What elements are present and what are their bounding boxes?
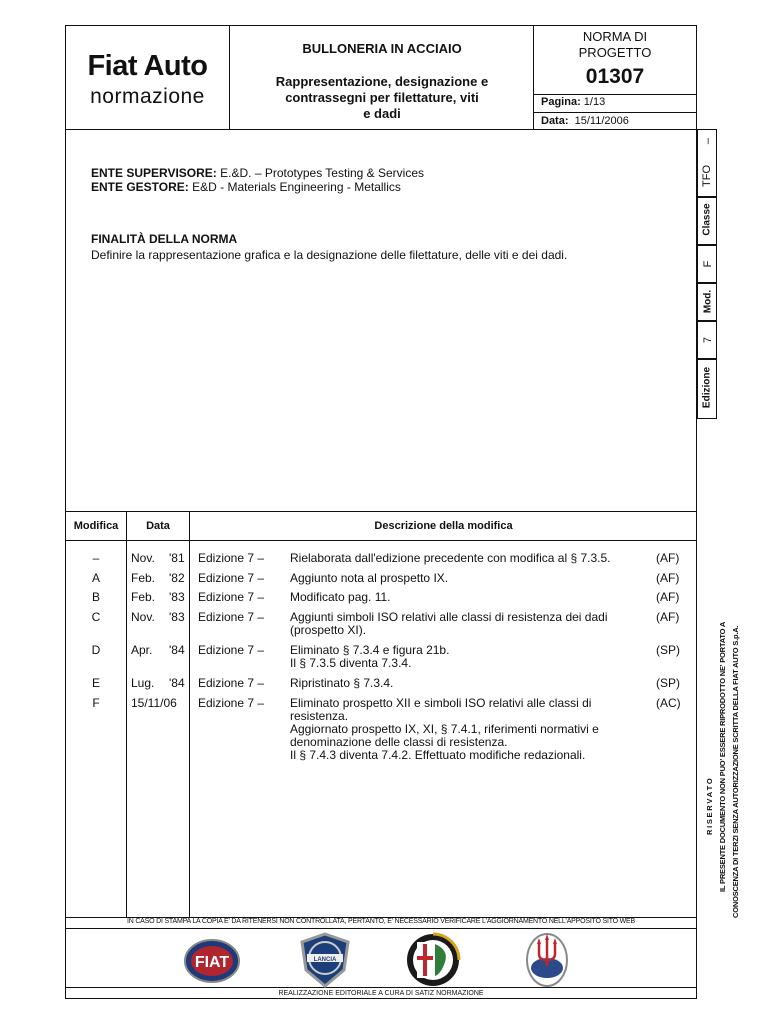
logo-fiat-auto: Fiat Auto — [87, 50, 208, 82]
row-edizione: Edizione 7 – — [198, 571, 265, 585]
pagina-line — [533, 94, 697, 95]
side-tab-edizione — [697, 359, 717, 419]
row-description — [290, 552, 611, 565]
row-modifica: E — [91, 676, 100, 690]
row-description-line: Rielaborata dall'edizione precedente con modifica al § 7.3.5. — [290, 551, 611, 565]
side-tab-mod-label: Mod. — [702, 289, 714, 314]
page-info — [541, 96, 605, 108]
ente-supervisore-label: ENTE SUPERVISORE: — [91, 166, 217, 180]
footer-credit-line — [65, 987, 697, 988]
row-modifica: A — [91, 571, 100, 585]
table-header-descrizione: Descrizione della modifica — [374, 520, 513, 532]
row-description-line: denominazione delle classi di resistenza. — [290, 735, 508, 749]
page-label: Pagina: — [541, 96, 581, 108]
row-code: (AC) — [656, 696, 681, 710]
lancia-logo-text: LANCIA — [313, 957, 337, 963]
row-modifica: – — [92, 551, 100, 565]
table-header-data: Data — [146, 520, 170, 532]
row-modifica: C — [91, 610, 101, 624]
table-col-divider-2 — [189, 511, 190, 917]
ente-gestore — [91, 180, 401, 194]
side-tab-dash: – — [702, 137, 714, 145]
norm-label-line1: NORMA DI — [582, 29, 648, 44]
lancia-logo-icon — [298, 932, 352, 988]
document-title: BULLONERIA IN ACCIAIO — [302, 41, 462, 56]
date-label: Data: — [541, 115, 569, 127]
row-code: (AF) — [656, 551, 680, 565]
subtitle-line: contrassegni per filettature, viti — [285, 90, 479, 105]
footer-notice-line — [65, 928, 697, 929]
side-tab-7 — [697, 321, 717, 359]
logo-normazione: normazione — [90, 85, 205, 108]
footer-credit: REALIZZAZIONE EDITORIALE A CURA DI SATIZ NORMAZIONE — [278, 990, 484, 997]
row-year: '84 — [169, 643, 185, 657]
row-description-line: resistenza. — [290, 709, 349, 723]
document-subtitle — [232, 74, 532, 122]
row-year: '83 — [169, 610, 185, 624]
ente-gestore-label: ENTE GESTORE: — [91, 180, 189, 194]
row-month: 15/11/06 — [131, 696, 177, 710]
side-tab-f — [697, 245, 717, 283]
riservato-line2: CONOSCENZA DI TERZI SENZA AUTORIZZAZIONE SCRITTA DELLA FIAT AUTO S.p.A. — [731, 625, 740, 918]
fiat-logo-text: FIAT — [194, 954, 230, 971]
row-code: (SP) — [656, 643, 680, 657]
row-description-line: Eliminato § 7.3.4 e figura 21b. — [290, 643, 450, 657]
row-description-line: Modificato pag. 11. — [290, 590, 391, 604]
norm-label — [534, 29, 696, 61]
riservato-line1: IL PRESENTE DOCUMENTO NON PUO' ESSERE RIPRODOTTO NE' PORTATO A — [718, 621, 727, 892]
row-month: Nov. — [131, 551, 155, 565]
row-description — [290, 572, 448, 585]
row-edizione: Edizione 7 – — [198, 676, 265, 690]
norm-label-line2: PROGETTO — [578, 45, 652, 60]
side-tab-tfo — [697, 129, 717, 197]
row-code: (AF) — [656, 610, 680, 624]
row-month: Feb. — [131, 590, 156, 604]
row-code: (AF) — [656, 590, 680, 604]
row-description — [290, 644, 449, 670]
side-tab-7-label: 7 — [702, 336, 714, 344]
row-description — [290, 697, 599, 762]
row-description-line: Aggiunto nota al prospetto IX. — [290, 571, 449, 585]
row-description-line: Il § 7.4.3 diventa 7.4.2. Effettuato modifiche redazionali. — [290, 748, 586, 762]
row-code: (AF) — [656, 571, 680, 585]
subtitle-line: e dadi — [363, 106, 401, 121]
table-top-line — [65, 511, 697, 512]
row-month: Apr. — [131, 643, 153, 657]
table-header-modifica: Modifica — [73, 520, 119, 532]
row-edizione: Edizione 7 – — [198, 610, 265, 624]
row-description-line: Aggiunti simboli ISO relativi alle classi di resistenza dei dadi — [290, 610, 608, 624]
row-description — [290, 591, 391, 604]
alfa-romeo-logo-icon — [404, 932, 462, 988]
page-value: 1/13 — [583, 96, 606, 108]
row-modifica: D — [91, 643, 101, 657]
side-tab-edizione-label: Edizione — [701, 366, 713, 409]
row-description-line: (prospetto XI). — [290, 623, 367, 637]
table-col-divider-1 — [126, 511, 127, 917]
side-tab-classe-label: Classe — [701, 203, 713, 236]
row-description-line: Eliminato prospetto XII e simboli ISO relativi alle classi di — [290, 696, 592, 710]
maserati-logo-icon — [524, 932, 570, 988]
row-month: Feb. — [131, 571, 156, 585]
side-tab-classe — [697, 197, 717, 245]
finalita-title: FINALITÀ DELLA NORMA — [91, 232, 238, 246]
row-description — [290, 677, 393, 690]
row-year: '82 — [169, 571, 185, 585]
table-header-line — [65, 540, 697, 541]
row-edizione: Edizione 7 – — [198, 590, 265, 604]
side-tab-f-label: F — [702, 260, 714, 268]
logo — [70, 50, 225, 109]
date-info — [541, 115, 629, 127]
row-description-line: Aggiornato prospetto IX, XI, § 7.4.1, riferimenti normativi e — [290, 722, 599, 736]
row-year: '83 — [169, 590, 185, 604]
fiat-logo-icon — [183, 937, 241, 985]
side-tab-tfo-label: TFO — [701, 165, 713, 187]
subtitle-line: Rappresentazione, designazione e — [275, 74, 489, 89]
ente-gestore-value: E&D - Materials Engineering - Metallics — [188, 180, 401, 194]
row-description-line: Il § 7.3.5 diventa 7.3.4. — [290, 656, 412, 670]
finalita-text: Definire la rappresentazione grafica e la designazione delle filettature, delle viti e dei dadi. — [91, 248, 568, 262]
row-month: Nov. — [131, 610, 155, 624]
row-modifica: F — [92, 696, 100, 710]
row-code: (SP) — [656, 676, 680, 690]
date-value: 15/11/2006 — [574, 115, 629, 127]
row-description-line: Ripristinato § 7.3.4. — [290, 676, 394, 690]
row-edizione: Edizione 7 – — [198, 551, 265, 565]
row-year: '84 — [169, 676, 185, 690]
row-edizione: Edizione 7 – — [198, 643, 265, 657]
footer-notice: IN CASO DI STAMPA LA COPIA E' DA RITENERSI NON CONTROLLATA, PERTANTO, E' NECESSARIO VERIFICARE L'AGGIORNAMENTO NELL'APPOSITO SITO WEB — [126, 918, 635, 925]
riservato-title: R I S E R V A T O — [705, 778, 714, 835]
row-edizione: Edizione 7 – — [198, 696, 265, 710]
ente-supervisore-value: E.&D. – Prototypes Testing & Services — [216, 166, 425, 180]
data-line — [533, 112, 697, 113]
side-tab-mod — [697, 283, 717, 321]
header-divider-1 — [229, 25, 230, 129]
row-year: '81 — [169, 551, 185, 565]
row-month: Lug. — [131, 676, 155, 690]
ente-supervisore — [91, 166, 424, 180]
row-modifica: B — [91, 590, 100, 604]
norm-number: 01307 — [585, 65, 645, 88]
row-description — [290, 611, 607, 637]
header-bottom-line — [65, 129, 697, 130]
